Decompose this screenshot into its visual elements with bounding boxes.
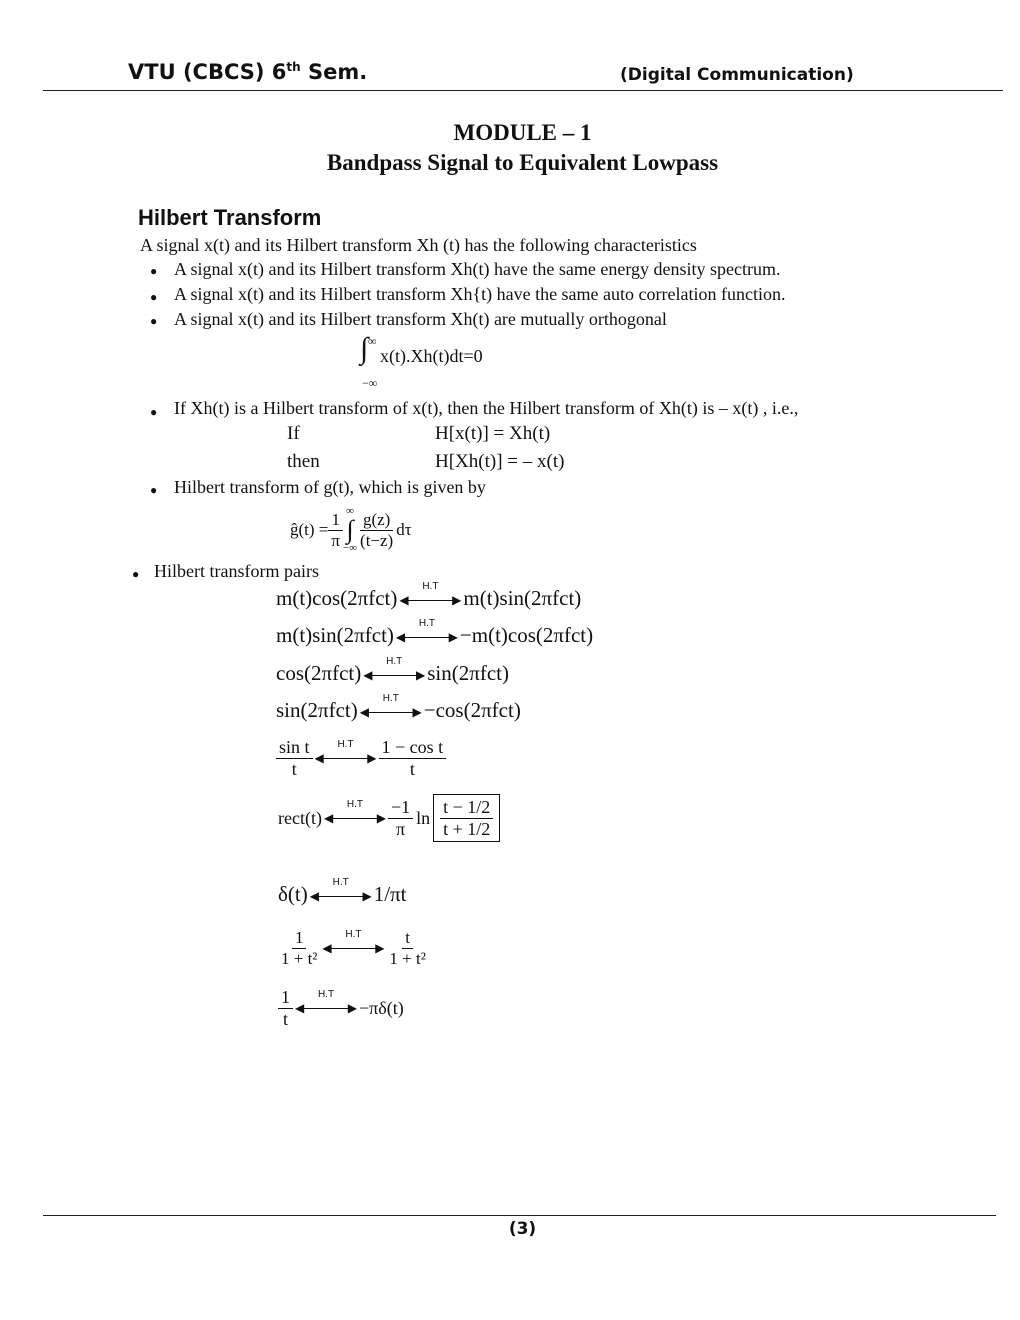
pair-1-right: m(t)sin(2πfct) [463,586,582,610]
ght-coef-num: 1 [328,510,343,531]
bullet-pairs: Hilbert transform pairs [154,561,319,581]
header-course [128,60,367,84]
pair-5 [276,737,446,779]
pair-6-bracket [433,794,500,842]
ght-lhs: ĝ(t) = [290,520,329,539]
ght-tail: dτ [396,520,412,539]
pair-5-left-den: t [291,758,297,779]
section-title: Hilbert Transform [138,205,322,230]
pair-5-left-num: sin t [276,737,313,759]
pair-8-left-num: 1 [292,928,307,949]
pair-6-coef-num: −1 [388,797,413,819]
pair-3-left: cos(2πfct) [276,661,362,685]
ght-integral-lower: −∞ [342,542,358,554]
pair-9-left-den: t [282,1008,288,1029]
pair-9-left [278,987,293,1029]
ght-equation [290,506,412,554]
pair-5-right-den: t [409,758,415,779]
pair-6-inner-num: t − 1/2 [440,797,493,819]
header-course-end: Sem. [300,60,368,84]
pair-4-left: sin(2πfct) [276,698,358,722]
bullet-orthogonal: A signal x(t) and its Hilbert transform Xh(t) are mutually orthogonal [174,309,667,329]
ht-arrow-icon: ◀ ▶ H.T [309,877,372,904]
ght-integral [343,506,357,554]
ght-coef-den: π [331,530,340,550]
pair-9-right: −πδ(t) [359,997,404,1018]
ght-coef [328,510,343,550]
ht-arrow-label: H.T [317,989,335,1001]
pair-4 [276,693,521,723]
ht-arrow-label: H.T [345,929,362,941]
ht-arrow-label: H.T [382,693,399,705]
pair-9 [278,987,404,1029]
ht-arrow-label: H.T [346,799,364,811]
ht-arrow-label: H.T [332,877,349,889]
pair-3-right: sin(2πfct) [427,661,509,685]
page-number: (3) [508,1219,537,1239]
ht-arrow-label: H.T [386,656,403,668]
ht-arrow-icon: ◀ ▶ H.T [363,656,426,683]
bullet-double-transform: If Xh(t) is a Hilbert transform of x(t), then the Hilbert transform of Xh(t) is – x(t) , i.e., [174,398,799,418]
integral-sign: ∫ [346,515,354,544]
bullet-icon: ● [150,405,158,419]
pair-6-coef-den: π [396,818,406,839]
ht-arrow-label: H.T [418,618,435,630]
pair-7 [278,877,407,907]
ht-arrow-icon: ◀ ▶ H.T [295,989,357,1016]
then-equation: H[Xh(t)] = – x(t) [435,451,565,472]
integral-sign: ∫ [360,332,369,365]
ht-arrow-icon: ◀ ▶ H.T [399,581,462,608]
bullet-icon: ● [150,290,158,304]
if-equation: H[x(t)] = Xh(t) [435,423,551,444]
ht-arrow-label: H.T [337,739,354,751]
pair-9-left-num: 1 [278,987,293,1009]
pair-8-left-den: 1 + t² [281,948,318,968]
bullet-icon: ● [132,567,140,581]
pair-1-left: m(t)cos(2πfct) [276,586,398,610]
header-course-main: VTU (CBCS) 6 [128,60,287,84]
bullet-ght: Hilbert transform of g(t), which is given by [174,477,486,497]
ght-kernel-num: g(z) [360,510,393,531]
ht-arrow-icon: ◀ ▶ H.T [314,739,377,766]
ght-integral-upper: ∞ [346,505,354,517]
pair-2-left: m(t)sin(2πfct) [276,623,394,647]
pair-2 [276,618,594,648]
pair-5-left [276,737,313,779]
header-rule [43,90,1003,91]
intro-text: A signal x(t) and its Hilbert transform Xh (t) has the following characteristics [140,235,697,255]
ght-kernel-den: (t−z) [360,530,394,550]
pair-4-right: −cos(2πfct) [423,698,521,722]
bullet-icon: ● [150,264,158,278]
pair-6 [278,794,500,842]
pair-6-ln: ln [416,807,431,828]
pair-8 [278,928,429,968]
pair-6-left: rect(t) [278,807,322,828]
pair-8-right-den: 1 + t² [389,948,426,968]
ht-arrow-label: H.T [422,581,439,593]
pair-5-right [379,737,447,779]
header-subject: (Digital Communication) [620,65,854,85]
pair-8-right-num: t [402,928,413,949]
ht-arrow-icon: ◀ ▶ H.T [323,799,386,826]
pair-5-right-num: 1 − cos t [379,737,447,759]
pair-6-coef [388,797,413,839]
ht-arrow-icon: ◀ ▶ H.T [395,618,458,645]
footer-rule [43,1215,996,1216]
ht-arrow-icon: ◀ ▶ H.T [359,693,422,720]
ht-arrow-icon: ◀ ▶ H.T [322,929,385,956]
pair-8-left [278,928,320,968]
header-course-sup: th [286,60,301,74]
pair-8-right [386,928,428,968]
bullet-autocorr: A signal x(t) and its Hilbert transform Xh{t) have the same auto correlation function. [174,284,786,304]
then-label: then [287,451,320,472]
integral-lower: −∞ [362,376,378,390]
bullet-icon: ● [150,314,158,328]
if-label: If [287,423,300,444]
pair-2-right: −m(t)cos(2πfct) [459,623,594,647]
pair-1 [276,581,582,611]
pair-7-left: δ(t) [278,882,308,906]
pair-7-right: 1/πt [373,882,407,906]
bullet-energy: A signal x(t) and its Hilbert transform Xh(t) have the same energy density spectrum. [174,259,781,279]
pair-3 [276,656,509,686]
integral-upper: ∞ [368,334,377,348]
module-title: MODULE – 1 [453,120,592,145]
bullet-icon: ● [150,483,158,497]
pair-6-inner-den: t + 1/2 [443,818,491,839]
ght-kernel [357,510,396,550]
module-subtitle: Bandpass Signal to Equivalent Lowpass [326,150,719,175]
orthogonal-equation: x(t).Xh(t)dt=0 [380,346,483,366]
